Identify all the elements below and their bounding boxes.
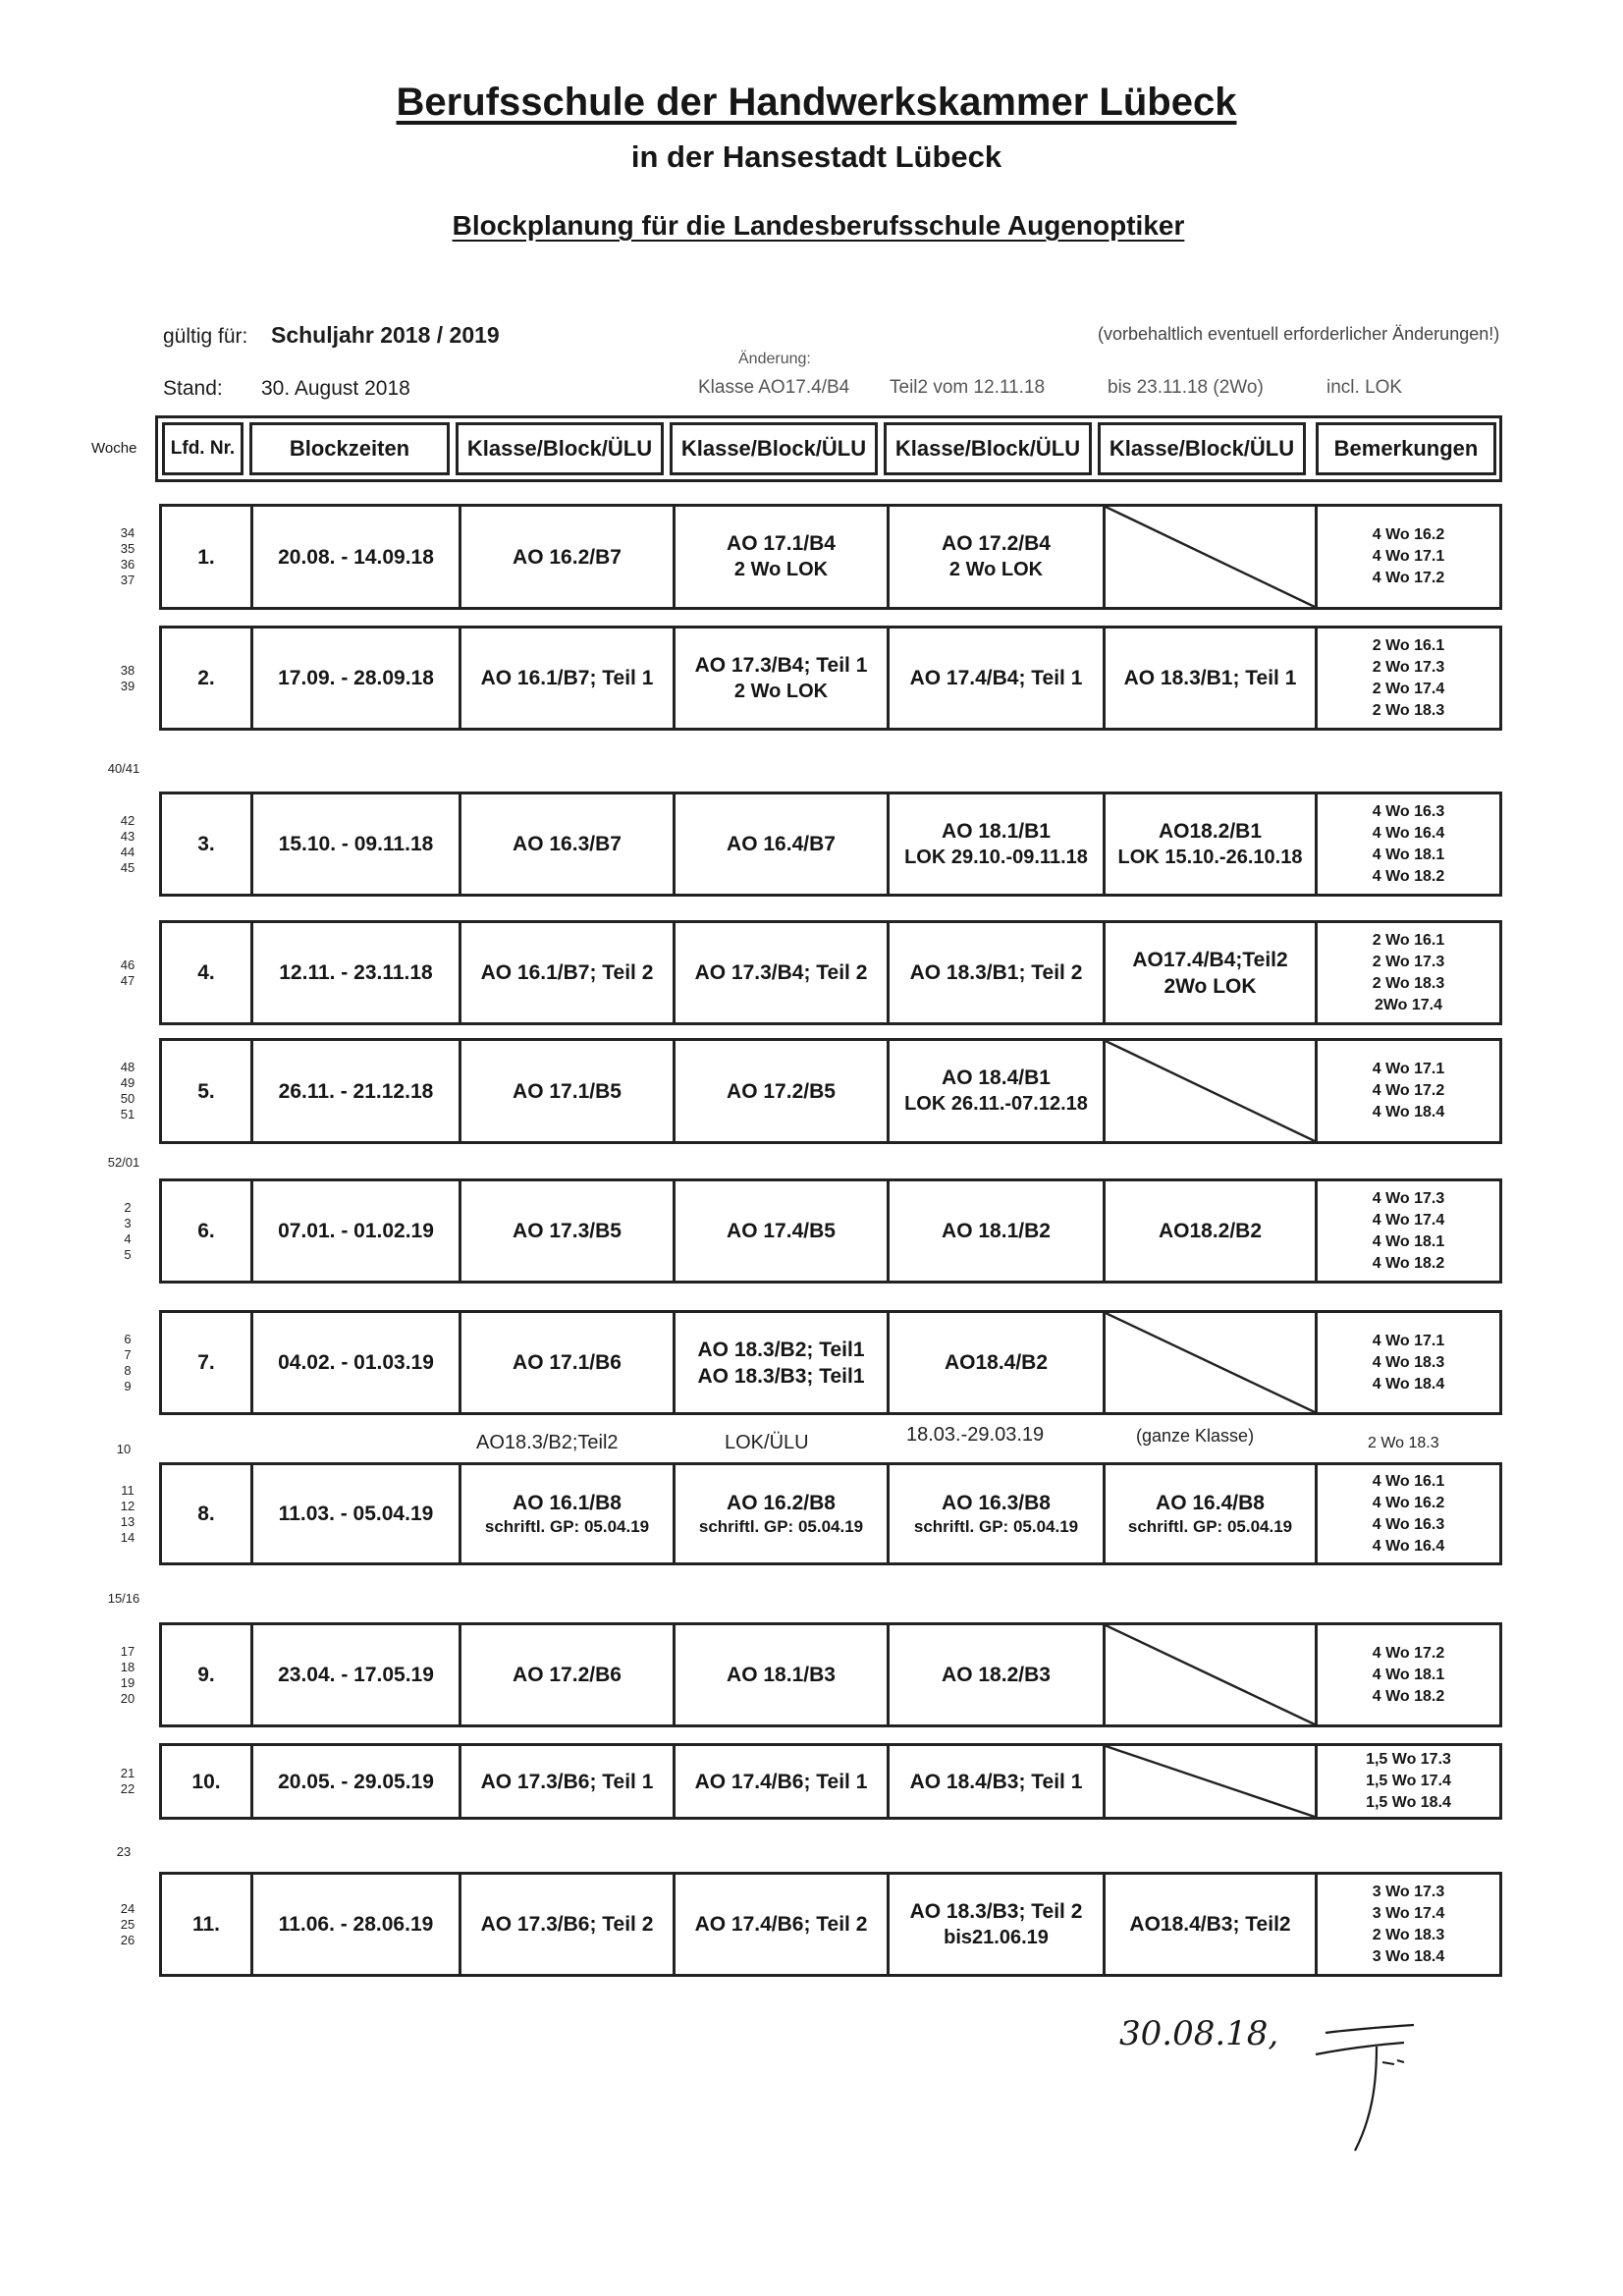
table-row <box>159 1310 1502 1415</box>
week-number: 11 <box>121 1482 135 1498</box>
klasse-note: LOK 15.10.-26.10.18 <box>1117 846 1303 868</box>
table-row <box>159 1622 1502 1727</box>
bemerkung-line: 4 Wo 18.1 <box>1372 846 1445 863</box>
week-numbers <box>110 1644 145 1707</box>
week-number: 13 <box>120 1513 135 1529</box>
lfd-nr: 4. <box>197 961 215 984</box>
klasse-note: 2 Wo LOK <box>948 559 1044 580</box>
table-row <box>159 626 1502 731</box>
bemerkungen-cell <box>1315 794 1499 894</box>
handwritten-signature <box>1119 2003 1434 2175</box>
column-header-klasse-3: Klasse/Block/ÜLU <box>884 422 1092 475</box>
klasse-cell <box>887 1181 1103 1281</box>
klasse-block: AO 17.3/B4; Teil 1 <box>694 653 868 677</box>
lfd-nr-cell <box>162 794 250 894</box>
pruefung-note: schriftl. GP: 05.04.19 <box>698 1517 864 1536</box>
week-numbers <box>110 663 145 694</box>
week-number: 17 <box>120 1643 135 1659</box>
blockzeit: 20.08. - 14.09.18 <box>278 545 434 569</box>
blockzeiten-cell <box>250 1875 459 1974</box>
blockzeiten-cell <box>250 794 459 894</box>
column-header-klasse-1: Klasse/Block/ÜLU <box>456 422 664 475</box>
week-number: 19 <box>120 1674 135 1690</box>
lfd-nr-cell <box>162 1181 250 1281</box>
diagonal-strike <box>1106 507 1315 607</box>
empty-klasse-cell <box>1103 1313 1315 1412</box>
bemerkung-line: 4 Wo 17.1 <box>1372 1061 1445 1077</box>
week-number: 37 <box>120 573 135 587</box>
klasse-note: LOK 29.10.-09.11.18 <box>904 846 1088 868</box>
klasse-cell <box>459 923 673 1022</box>
klasse-block: AO 18.1/B2 <box>942 1220 1051 1242</box>
bemerkung-line: 2 Wo 18.3 <box>1372 1926 1445 1943</box>
klasse-note: 2 Wo LOK <box>733 559 829 580</box>
week-number: 4 <box>124 1230 132 1246</box>
week-number: 2 <box>124 1199 132 1215</box>
bemerkungen-cell <box>1315 629 1499 728</box>
lfd-nr-cell <box>162 507 250 607</box>
klasse-block: AO17.4/B4;Teil2 <box>1132 948 1288 971</box>
klasse-block: AO 18.3/B1; Teil 1 <box>1123 667 1297 689</box>
klasse-block: AO 16.2/B7 <box>513 545 622 569</box>
bemerkung-line: 4 Wo 16.2 <box>1372 1494 1445 1511</box>
klasse-block: AO 17.1/B5 <box>513 1079 622 1103</box>
lfd-nr: 10. <box>191 1770 221 1793</box>
klasse-cell <box>1103 923 1315 1022</box>
klasse-block: AO18.2/B1 <box>1158 819 1263 843</box>
bemerkungen-cell <box>1315 1746 1499 1817</box>
klasse-note: AO 18.3/B3; Teil1 <box>697 1364 865 1388</box>
week-number: 18 <box>120 1659 135 1674</box>
week-numbers <box>110 813 145 876</box>
week-numbers <box>110 1060 145 1122</box>
klasse-block: AO 17.3/B4; Teil 2 <box>694 961 868 984</box>
bemerkung-line: 4 Wo 18.1 <box>1372 1232 1445 1250</box>
week-numbers <box>110 525 145 588</box>
table-row <box>159 1462 1502 1565</box>
bemerkung-line: 4 Wo 16.1 <box>1372 1472 1445 1490</box>
blockzeit: 23.04. - 17.05.19 <box>278 1664 434 1686</box>
klasse-cell <box>459 629 673 728</box>
column-header-klasse-4: Klasse/Block/ÜLU <box>1098 422 1306 475</box>
week-number: 6 <box>124 1331 132 1346</box>
klasse-cell <box>887 629 1103 728</box>
lfd-nr: 5. <box>197 1079 215 1103</box>
diagonal-strike <box>1106 1625 1315 1724</box>
klasse-cell <box>459 1041 673 1141</box>
diagonal-strike <box>1106 1746 1315 1817</box>
blockzeit: 12.11. - 23.11.18 <box>279 961 433 984</box>
klasse-cell <box>673 1746 887 1817</box>
lfd-nr: 8. <box>197 1503 215 1525</box>
table-row <box>159 1872 1502 1977</box>
week10-bemerkung: 2 Wo 18.3 <box>1368 1435 1439 1451</box>
table-row <box>159 1743 1502 1820</box>
lfd-nr: 6. <box>197 1220 215 1242</box>
week10-hinweis: (ganze Klasse) <box>1136 1426 1255 1446</box>
lfd-nr-cell <box>162 629 250 728</box>
lfd-nr-cell <box>162 1465 250 1562</box>
klasse-block: AO 18.4/B1 <box>942 1066 1051 1089</box>
blockzeit: 04.02. - 01.03.19 <box>278 1351 434 1374</box>
blockzeit: 20.05. - 29.05.19 <box>278 1770 434 1793</box>
week-number: 7 <box>124 1346 132 1362</box>
klasse-block: AO 17.3/B5 <box>513 1220 622 1242</box>
klasse-note: bis21.06.19 <box>944 1926 1049 1948</box>
week-numbers <box>110 1332 145 1394</box>
week-number: 35 <box>120 541 135 556</box>
bemerkung-line: 4 Wo 16.4 <box>1372 1537 1445 1555</box>
column-header-bemerkungen: Bemerkungen <box>1316 422 1496 475</box>
bemerkung-line: 4 Wo 16.3 <box>1372 1515 1445 1533</box>
blockzeiten-cell <box>250 629 459 728</box>
klasse-block: AO18.4/B3; Teil2 <box>1129 1913 1291 1936</box>
klasse-block: AO18.4/B2 <box>944 1351 1049 1374</box>
klasse-block: AO 17.1/B6 <box>513 1351 622 1374</box>
week10-zeitraum: 18.03.-29.03.19 <box>906 1424 1045 1446</box>
empty-klasse-cell <box>1103 507 1315 607</box>
klasse-block: AO 18.4/B3; Teil 1 <box>909 1770 1083 1793</box>
week-separator: 23 <box>116 1844 132 1859</box>
week-number: 3 <box>124 1215 132 1230</box>
klasse-cell <box>459 1465 673 1562</box>
blockzeit: 07.01. - 01.02.19 <box>278 1220 434 1242</box>
bemerkung-line: 3 Wo 17.4 <box>1372 1904 1445 1922</box>
klasse-block: AO 17.4/B5 <box>727 1220 836 1242</box>
klasse-block: AO18.2/B2 <box>1158 1220 1263 1242</box>
klasse-block: AO 16.1/B8 <box>513 1492 622 1514</box>
bemerkung-line: 4 Wo 18.4 <box>1372 1375 1445 1393</box>
aenderung-teil: Teil2 vom 12.11.18 <box>890 377 1046 398</box>
klasse-cell <box>1103 1465 1315 1562</box>
klasse-cell <box>673 1181 887 1281</box>
pruefung-note: schriftl. GP: 05.04.19 <box>913 1517 1079 1536</box>
week-number: 36 <box>120 557 135 572</box>
klasse-block: AO 18.2/B3 <box>942 1664 1051 1686</box>
bemerkung-line: 4 Wo 16.3 <box>1372 802 1445 820</box>
gueltig-label: gültig für: <box>163 325 248 348</box>
bemerkung-line: 2 Wo 17.4 <box>1372 680 1445 697</box>
klasse-cell <box>673 507 887 607</box>
blockzeiten-cell <box>250 507 459 607</box>
klasse-cell <box>459 507 673 607</box>
bemerkung-line: 4 Wo 17.1 <box>1372 1332 1445 1349</box>
bemerkung-line: 1,5 Wo 17.4 <box>1366 1773 1451 1789</box>
diagonal-strike <box>1106 1313 1315 1412</box>
aenderung-label: Änderung: <box>738 351 811 367</box>
bemerkung-line: 4 Wo 17.1 <box>1372 548 1445 565</box>
klasse-note: 2 Wo LOK <box>733 680 829 702</box>
week-number: 48 <box>120 1060 135 1074</box>
blockzeiten-cell <box>250 1625 459 1724</box>
bemerkung-line: 1,5 Wo 17.3 <box>1366 1751 1451 1768</box>
lfd-nr: 11. <box>191 1913 221 1936</box>
empty-klasse-cell <box>1103 1625 1315 1724</box>
week-separator: 10 <box>116 1442 132 1456</box>
week-number: 9 <box>124 1378 132 1394</box>
week-number: 22 <box>120 1781 135 1796</box>
week-numbers <box>110 1766 145 1797</box>
klasse-block: AO 16.4/B8 <box>1156 1492 1265 1514</box>
week-number: 42 <box>120 812 135 828</box>
week-number: 5 <box>124 1246 132 1262</box>
bemerkung-line: 2 Wo 16.1 <box>1372 636 1445 654</box>
bemerkung-line: 4 Wo 18.3 <box>1372 1353 1445 1371</box>
blockzeiten-cell <box>250 1313 459 1412</box>
blockzeit: 11.03. - 05.04.19 <box>278 1503 434 1525</box>
lfd-nr-cell <box>162 1041 250 1141</box>
klasse-cell <box>673 923 887 1022</box>
bemerkung-line: 2 Wo 17.3 <box>1372 953 1445 970</box>
bemerkungen-cell <box>1315 1041 1499 1141</box>
bemerkung-line: 4 Wo 18.4 <box>1372 1104 1445 1121</box>
empty-klasse-cell <box>1103 1041 1315 1141</box>
klasse-block: AO 17.4/B6; Teil 1 <box>694 1770 868 1793</box>
klasse-block: AO 16.3/B7 <box>513 833 622 855</box>
klasse-block: AO 16.3/B8 <box>942 1492 1051 1514</box>
klasse-block: AO 17.2/B4 <box>942 532 1051 555</box>
bemerkung-line: 2 Wo 18.3 <box>1372 974 1445 992</box>
klasse-block: AO 16.2/B8 <box>727 1492 836 1514</box>
pruefung-note: schriftl. GP: 05.04.19 <box>484 1517 650 1536</box>
signature-drawing <box>1119 2003 1434 2170</box>
klasse-cell <box>673 1313 887 1412</box>
klasse-cell <box>673 1875 887 1974</box>
klasse-cell <box>887 923 1103 1022</box>
klasse-cell <box>887 1875 1103 1974</box>
week-numbers <box>110 1483 145 1546</box>
bemerkungen-cell <box>1315 507 1499 607</box>
aenderung-klasse: Klasse AO17.4/B4 <box>698 377 850 398</box>
week-number: 51 <box>120 1107 135 1121</box>
week-separator: 15/16 <box>107 1591 140 1606</box>
column-header-blockzeiten: Blockzeiten <box>249 422 450 475</box>
week-number: 45 <box>120 859 135 875</box>
lfd-nr: 7. <box>197 1351 215 1374</box>
table-row <box>159 1178 1502 1284</box>
lfd-nr: 3. <box>197 833 215 855</box>
bemerkung-line: 3 Wo 18.4 <box>1372 1947 1445 1965</box>
table-row <box>159 792 1502 897</box>
page-title: Berufsschule der Handwerkskammer Lübeck <box>396 81 1237 124</box>
klasse-cell <box>887 1313 1103 1412</box>
klasse-cell <box>887 1625 1103 1724</box>
bemerkung-line: 2Wo 17.4 <box>1374 996 1443 1013</box>
table-row <box>159 1038 1502 1144</box>
bemerkung-line: 4 Wo 17.2 <box>1372 1644 1445 1662</box>
week-numbers <box>110 957 145 989</box>
week-number: 46 <box>120 957 135 972</box>
klasse-cell <box>673 1625 887 1724</box>
klasse-cell <box>459 1875 673 1974</box>
lfd-nr-cell <box>162 923 250 1022</box>
blockzeit: 26.11. - 21.12.18 <box>278 1079 434 1103</box>
table-row <box>159 920 1502 1025</box>
klasse-cell <box>673 1041 887 1141</box>
klasse-block: AO 18.3/B1; Teil 2 <box>909 961 1083 984</box>
klasse-cell <box>887 1465 1103 1562</box>
bemerkung-line: 4 Wo 16.2 <box>1372 526 1445 543</box>
empty-klasse-cell <box>1103 1746 1315 1817</box>
lfd-nr-cell <box>162 1313 250 1412</box>
bemerkungen-cell <box>1315 1625 1499 1724</box>
klasse-block: AO 16.1/B7; Teil 1 <box>480 667 654 689</box>
klasse-cell <box>887 1746 1103 1817</box>
bemerkung-line: 2 Wo 18.3 <box>1372 701 1445 719</box>
column-header-nr: Lfd. Nr. <box>162 422 243 475</box>
week-number: 39 <box>120 678 135 693</box>
bemerkung-line: 4 Wo 16.4 <box>1372 824 1445 842</box>
bemerkung-line: 2 Wo 16.1 <box>1372 931 1445 949</box>
klasse-block: AO 17.3/B6; Teil 2 <box>480 1913 654 1936</box>
stand-label: Stand: <box>163 377 223 400</box>
bemerkungen-cell <box>1315 923 1499 1022</box>
week-number: 14 <box>120 1529 135 1545</box>
blockzeit: 17.09. - 28.09.18 <box>278 667 434 689</box>
klasse-block: AO 18.1/B3 <box>727 1664 836 1686</box>
klasse-block: AO 17.4/B6; Teil 2 <box>694 1913 868 1936</box>
bemerkung-line: 4 Wo 17.3 <box>1372 1189 1445 1207</box>
bemerkung-line: 4 Wo 18.1 <box>1372 1666 1445 1683</box>
klasse-block: AO 17.4/B4; Teil 1 <box>909 667 1083 689</box>
signature-date: 30.08.18, <box>1119 2014 1279 2053</box>
klasse-block: AO 18.1/B1 <box>942 819 1051 843</box>
klasse-cell <box>1103 794 1315 894</box>
bemerkung-line: 4 Wo 18.2 <box>1372 867 1445 885</box>
week-number: 47 <box>120 972 135 988</box>
aenderung-bis: bis 23.11.18 (2Wo) <box>1108 377 1264 398</box>
week-separator: 52/01 <box>107 1155 140 1170</box>
klasse-cell <box>673 1465 887 1562</box>
klasse-cell <box>1103 1875 1315 1974</box>
klasse-cell <box>459 1313 673 1412</box>
klasse-cell <box>459 1625 673 1724</box>
klasse-block: AO 18.3/B3; Teil 2 <box>909 1899 1083 1923</box>
week-number: 25 <box>120 1916 135 1932</box>
blockzeiten-cell <box>250 923 459 1022</box>
week-number: 24 <box>120 1900 135 1916</box>
klasse-block: AO 16.4/B7 <box>727 833 836 855</box>
week10-klasse: AO18.3/B2;Teil2 <box>476 1432 619 1453</box>
klasse-cell <box>673 794 887 894</box>
blockzeit: 11.06. - 28.06.19 <box>278 1913 434 1936</box>
week-numbers <box>110 1901 145 1948</box>
week-number: 43 <box>120 828 135 844</box>
blockzeiten-cell <box>250 1181 459 1281</box>
klasse-cell <box>887 794 1103 894</box>
week-number: 26 <box>120 1932 135 1947</box>
lfd-nr-cell <box>162 1875 250 1974</box>
lfd-nr: 9. <box>197 1664 215 1686</box>
bemerkung-line: 4 Wo 18.2 <box>1372 1687 1445 1705</box>
bemerkungen-cell <box>1315 1313 1499 1412</box>
klasse-cell <box>459 1181 673 1281</box>
week-number: 20 <box>120 1690 135 1706</box>
woche-header: Woche <box>91 440 137 457</box>
klasse-block: AO 17.1/B4 <box>727 532 836 555</box>
week-number: 38 <box>120 662 135 678</box>
week-number: 12 <box>120 1498 135 1513</box>
klasse-cell <box>459 1746 673 1817</box>
klasse-note: LOK 26.11.-07.12.18 <box>904 1093 1088 1115</box>
bemerkungen-cell <box>1315 1875 1499 1974</box>
week-number: 34 <box>120 525 135 540</box>
page-subtitle: in der Hansestadt Lübeck <box>630 139 1002 174</box>
week-number: 44 <box>120 844 135 859</box>
klasse-block: AO 18.3/B2; Teil1 <box>697 1338 865 1361</box>
blockzeiten-cell <box>250 1746 459 1817</box>
klasse-cell <box>1103 1181 1315 1281</box>
lfd-nr: 2. <box>197 667 215 689</box>
klasse-note: 2Wo LOK <box>1163 974 1257 998</box>
gueltig-value: Schuljahr 2018 / 2019 <box>271 322 500 348</box>
klasse-cell <box>887 507 1103 607</box>
klasse-cell <box>887 1041 1103 1141</box>
klasse-block: AO 17.2/B6 <box>513 1664 622 1686</box>
bemerkungen-cell <box>1315 1181 1499 1281</box>
bemerkung-line: 4 Wo 17.2 <box>1372 1082 1445 1099</box>
bemerkung-line: 4 Wo 18.2 <box>1372 1254 1445 1272</box>
blockzeiten-cell <box>250 1041 459 1141</box>
document-heading: Blockplanung für die Landesberufsschule Augenoptiker <box>452 210 1185 241</box>
bemerkung-line: 4 Wo 17.4 <box>1372 1211 1445 1229</box>
blockzeiten-cell <box>250 1465 459 1562</box>
klasse-cell <box>459 794 673 894</box>
klasse-cell <box>1103 629 1315 728</box>
lfd-nr: 1. <box>197 545 215 569</box>
week-number: 49 <box>120 1075 135 1090</box>
bemerkung-line: 1,5 Wo 18.4 <box>1366 1794 1451 1811</box>
week-numbers <box>110 1200 145 1263</box>
week-number: 8 <box>124 1362 132 1378</box>
table-row <box>159 504 1502 610</box>
table-header <box>155 415 1502 482</box>
blockzeit: 15.10. - 09.11.18 <box>278 833 434 855</box>
klasse-block: AO 17.2/B5 <box>727 1079 836 1103</box>
column-header-klasse-2: Klasse/Block/ÜLU <box>670 422 878 475</box>
klasse-block: AO 16.1/B7; Teil 2 <box>480 961 654 984</box>
week-number: 21 <box>120 1766 135 1780</box>
lfd-nr-cell <box>162 1746 250 1817</box>
lfd-nr-cell <box>162 1625 250 1724</box>
klasse-cell <box>673 629 887 728</box>
bemerkungen-cell <box>1315 1465 1499 1562</box>
stand-value: 30. August 2018 <box>261 377 410 400</box>
vorbehalt-note: (vorbehaltlich eventuell erforderlicher Änderungen!) <box>1098 324 1500 344</box>
bemerkung-line: 2 Wo 17.3 <box>1372 658 1445 676</box>
week10-art: LOK/ÜLU <box>725 1432 809 1453</box>
week-separator: 40/41 <box>107 761 140 776</box>
bemerkung-line: 3 Wo 17.3 <box>1372 1883 1445 1900</box>
bemerkung-line: 4 Wo 17.2 <box>1372 570 1445 586</box>
klasse-block: AO 17.3/B6; Teil 1 <box>480 1770 654 1793</box>
pruefung-note: schriftl. GP: 05.04.19 <box>1127 1517 1293 1536</box>
aenderung-incl: incl. LOK <box>1326 377 1403 398</box>
week-number: 50 <box>120 1091 135 1106</box>
diagonal-strike <box>1106 1041 1315 1141</box>
